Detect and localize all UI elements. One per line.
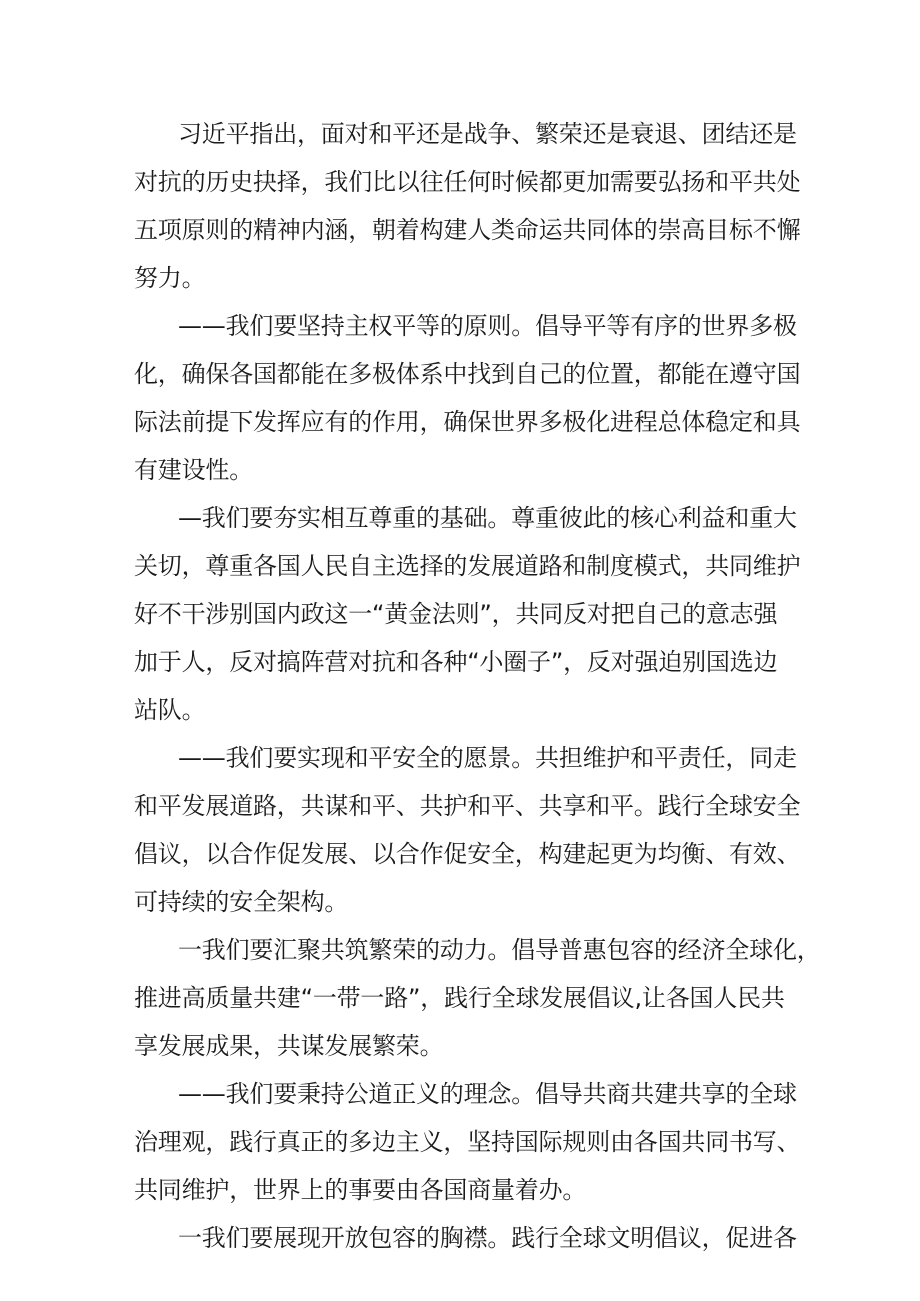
paragraph-mutual-respect — [134, 494, 801, 734]
text-line: ——我们要坚持主权平等的原则。倡导平等有序的世界多极 — [178, 312, 797, 340]
paragraph-fairness-justice — [134, 1070, 801, 1214]
text-line: ——我们要秉持公道正义的理念。倡导共商共建共享的全球 — [178, 1080, 797, 1108]
paragraph-prosperity — [134, 926, 821, 1070]
text-line: 一我们要汇聚共筑繁荣的动力。倡导普惠包容的经济全球化， — [178, 936, 821, 964]
text-line: 际法前提下发挥应有的作用，确保世界多极化进程总体稳定和具 — [134, 408, 801, 436]
text-line: 关切，尊重各国人民自主选择的发展道路和制度模式，共同维护 — [134, 552, 801, 580]
paragraph-sovereign-equality — [134, 302, 801, 494]
paragraph-peace-security — [134, 734, 801, 926]
text-line: 一我们要展现开放包容的胸襟。践行全球文明倡议，促进各 — [178, 1224, 797, 1252]
text-line: 推进高质量共建“一带一路”，践行全球发展倡议,让各国人民共 — [134, 984, 785, 1012]
text-line: 有建设性。 — [134, 456, 253, 484]
text-line: 和平发展道路，共谋和平、共护和平、共享和平。践行全球安全 — [134, 792, 801, 820]
text-line: 享发展成果，共谋发展繁荣。 — [134, 1032, 444, 1060]
text-line: 五项原则的精神内涵，朝着构建人类命运共同体的崇高目标不懈 — [134, 216, 801, 244]
text-line: 共同维护，世界上的事要由各国商量着办。 — [134, 1176, 587, 1204]
text-line: 治理观，践行真正的多边主义，坚持国际规则由各国共同书写、 — [134, 1128, 801, 1156]
text-line: 加于人，反对搞阵营对抗和各种“小圈子”，反对强迫别国选边 — [134, 648, 778, 676]
text-line: 对抗的历史抉择，我们比以往任何时候都更加需要弘扬和平共处 — [134, 168, 801, 196]
text-line: 站队。 — [134, 696, 206, 724]
text-line: —我们要夯实相互尊重的基础。尊重彼此的核心利益和重大 — [178, 504, 797, 532]
text-line: 好不干涉别国内政这一“黄金法则”，共同反对把自己的意志强 — [134, 600, 778, 628]
paragraph-openness — [134, 1214, 797, 1262]
text-line: 可持续的安全架构。 — [134, 888, 349, 916]
text-line: 习近平指出，面对和平还是战争、繁荣还是衰退、团结还是 — [178, 120, 797, 148]
text-line: 倡议，以合作促发展、以合作促安全，构建起更为均衡、有效、 — [134, 840, 801, 868]
document-body — [134, 110, 821, 1262]
paragraph-intro — [134, 110, 801, 302]
text-line: 努力。 — [134, 264, 206, 292]
text-line: 化，确保各国都能在多极体系中找到自己的位置，都能在遵守国 — [134, 360, 801, 388]
text-line: ——我们要实现和平安全的愿景。共担维护和平责任，同走 — [178, 744, 797, 772]
